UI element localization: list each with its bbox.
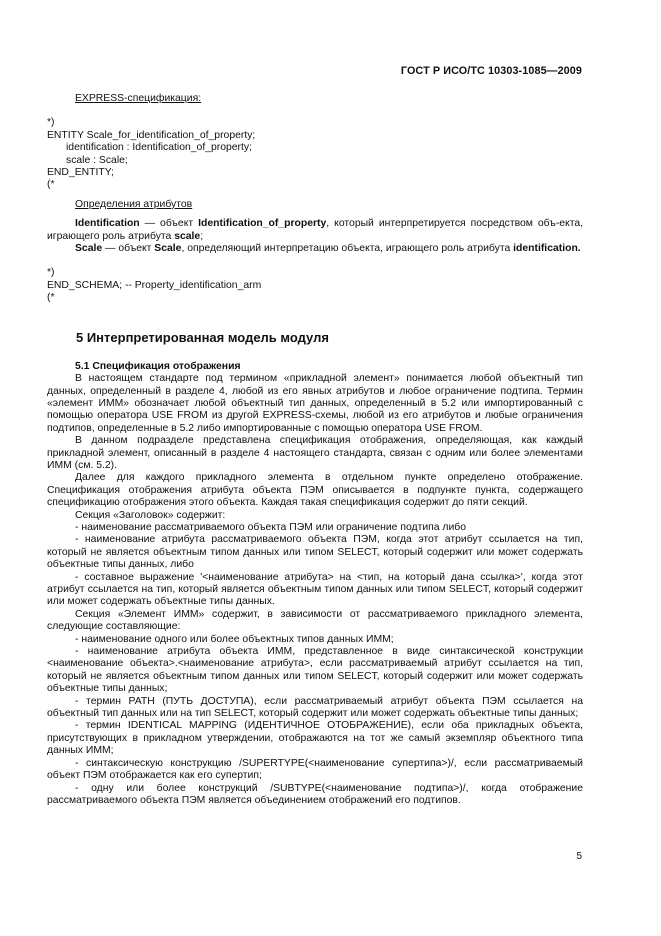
def-term: identification. [513, 243, 581, 255]
list-item: - термин IDENTICAL MAPPING (ИДЕНТИЧНОЕ ОТОБРАЖЕНИЕ), если оба прикладных объекта, присутствующих в прикладном утверждении, отображаются на тот же самый экземпляр объектного типа данных ИММ; [47, 720, 583, 757]
list-item: - составное выражение '<наименование атрибута> на <тип, на который дана ссылка>', когда этот атрибут ссылается на тип, который является объектным типом данных или типом SELECT, который содержит или может содержать объектные типы данных. [47, 571, 583, 608]
def-term: Scale [154, 243, 182, 255]
end-entity: END_ENTITY; [47, 167, 114, 179]
paragraph: В настоящем стандарте под термином «прикладной элемент» понимается любой объектный тип данных, определенный в разделе 4, любой из его явных атрибутов и любое ограничение подтипа. Термин «элемент ИММ» обозначает любой объектный тип данных, определенный в 5.2 или импортированный с помощью оператора USE FROM из другой EXPRESS-схемы, любой из его атрибутов и любые ограничения подтипов, определенные в 5.2 либо импортированные с помощью оператора USE FROM. [47, 373, 583, 434]
page-content [47, 93, 583, 807]
list-item: - наименование атрибута рассматриваемого объекта ПЭМ, когда этот атрибут ссылается на тип, который не является объектным типом данных или типом SELECT, который содержит или может содержать объектные типы данных, либо [47, 534, 583, 571]
def-term: Scale [75, 243, 103, 255]
paragraph: В данном подразделе представлена спецификация отображения, определяющая, как каждый прикладной элемент, описанный в разделе 4 настоящего стандарта, связан с одним или более элементами ИММ (см. 5.2). [47, 435, 583, 471]
def-term: Identification [75, 218, 140, 230]
end-schema: END_SCHEMA; -- Property_identification_arm [47, 279, 262, 291]
list-item: - синтаксическую конструкцию /SUPERTYPE(<наименование супертипа>)/, если рассматриваемый объект ПЭМ отображается как его супертип; [47, 757, 583, 782]
list-item: - наименование одного или более объектных типов данных ИММ; [75, 633, 394, 645]
list-item: - одну или более конструкций /SUBTYPE(<наименование подтипа>)/, когда отображение рассматриваемого объекта ПЭМ является объединением отображений его подтипов. [47, 782, 583, 806]
list-item: - наименование рассматриваемого объекта ПЭМ или ограничение подтипа либо [75, 521, 467, 533]
document-code-header: ГОСТ Р ИСО/ТС 10303-1085—2009 [400, 65, 582, 77]
entity-attribute-identification: identification : Identification_of_property; [66, 142, 252, 154]
attribute-definition-identification [47, 218, 583, 243]
entity-declaration: ENTITY Scale_for_identification_of_property; [47, 129, 256, 141]
def-text: , определяющий интерпретацию объекта, играющего роль атрибута [181, 243, 511, 255]
def-term: Identification_of_property [198, 218, 327, 230]
subsection-title: 5.1 Спецификация отображения [75, 360, 241, 372]
attribute-definition-scale [47, 243, 583, 255]
def-text: — объект [102, 243, 155, 255]
comment-close: *) [47, 117, 55, 129]
comment-close: *) [47, 267, 55, 279]
def-text: ; [200, 230, 204, 242]
page-number: 5 [576, 851, 582, 862]
paragraph: Секция «Заголовок» содержит: [75, 509, 226, 521]
def-text: — объект [139, 218, 199, 230]
list-item: - наименование атрибута объекта ИММ, представленное в виде синтаксической конструкции <наименование объекта>.<наименование атрибута>, если рассматриваемый атрибут ссылается на тип, который не является объектным типом данных или типом SELECT, который содержит или может содержать объектные типы данных; [47, 646, 583, 695]
attribute-definitions-heading: Определения атрибутов [75, 198, 193, 210]
paragraph: Далее для каждого прикладного элемента в отдельном пункте определено отображение. Спецификация отображения атрибута объекта ПЭМ описывается в подпункте пункта, содержащего спецификацию отображения этого объекта. Каждая такая спецификация содержит до пяти секций. [47, 472, 583, 509]
section-title: 5 Интерпретированная модель модуля [76, 329, 329, 345]
def-text: , который интерпретируется посредством объ- [326, 218, 560, 230]
def-term: scale [174, 230, 201, 242]
express-spec-heading: EXPRESS-спецификация: [75, 93, 202, 104]
list-item: - термин PATH (ПУТЬ ДОСТУПА), если рассматриваемый атрибут объекта ПЭМ ссылается на объектный тип данных или на тип SELECT, который содержит или может содержать объектные типы данных; [47, 695, 583, 720]
comment-open: (* [47, 292, 55, 304]
entity-attribute-scale: scale : Scale; [66, 154, 128, 166]
def-text: екта, играющего роль атрибута [47, 218, 583, 242]
comment-open: (* [47, 179, 55, 191]
paragraph: Секция «Элемент ИММ» содержит, в зависимости от рассматриваемого прикладного элемента, следующие составляющие: [47, 608, 583, 633]
